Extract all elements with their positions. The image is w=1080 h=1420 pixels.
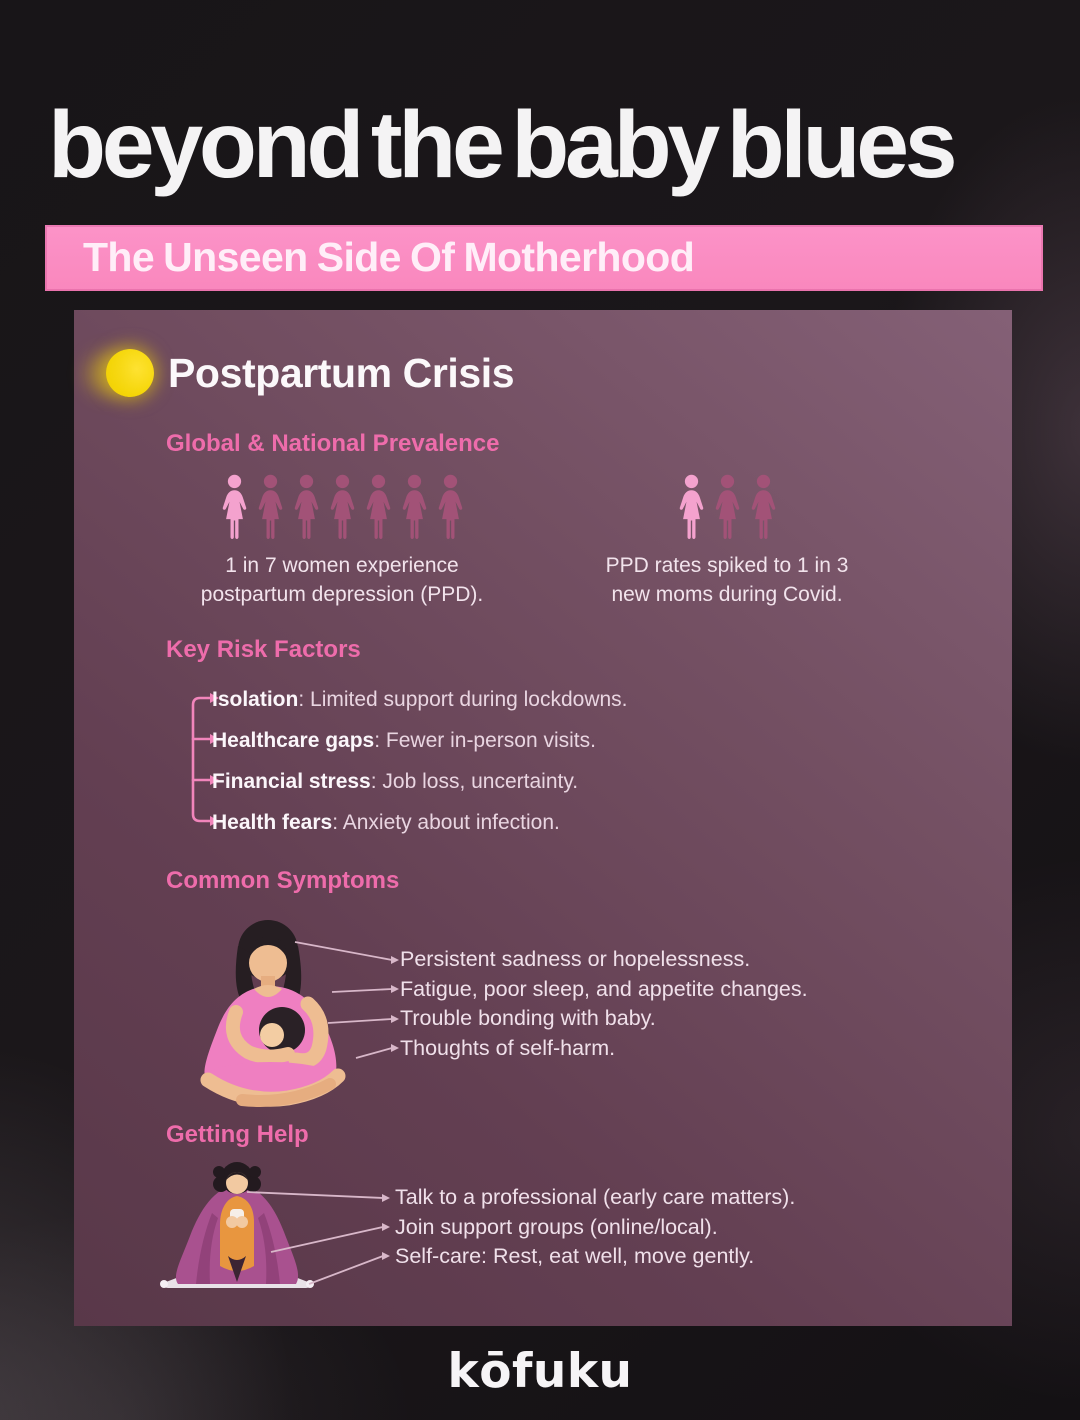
risk-factor-item [212,727,852,755]
help-list [395,1183,915,1272]
woman-icon [327,474,358,542]
symptom-callout-lines [280,930,410,1070]
stat-caption-line: 1 in 7 women experience [225,554,459,577]
woman-icon [219,474,250,542]
help-item: Join support groups (online/local). [395,1214,718,1239]
risk-factor-text: : Job loss, uncertainty. [370,770,579,793]
stat-caption-line: PPD rates spiked to 1 in 3 [605,554,849,577]
women-icon-row [588,474,866,542]
risk-factor-label: Financial stress [212,770,371,793]
risk-factor-label: Healthcare gaps [212,729,375,752]
help-heading: Getting Help [166,1121,309,1148]
risk-factor-item [212,768,852,796]
symptom-item: Persistent sadness or hopelessness. [400,947,751,971]
help-item: Talk to a professional (early care matters). [395,1185,796,1209]
symptom-item: Thoughts of self-harm. [400,1035,616,1060]
stat-1-in-7 [180,474,504,609]
yellow-dot-icon [106,349,154,397]
help-item: Self-care: Rest, eat well, move gently. [395,1244,755,1268]
risk-factor-list [212,686,852,850]
stat-caption [588,551,866,609]
prevalence-heading: Global & National Prevalence [166,430,500,457]
risk-factor-text: : Anxiety about infection. [332,811,560,834]
women-icon-row [180,474,504,542]
risk-factor-item [212,809,852,837]
risk-factor-text: : Fewer in-person visits. [374,729,596,752]
woman-icon [712,474,743,542]
subtitle-text: The Unseen Side Of Motherhood [83,234,695,280]
risk-factor-label: Isolation [212,688,299,711]
risk-factor-text: : Limited support during lockdowns. [298,688,628,711]
symptoms-heading: Common Symptoms [166,867,400,894]
stat-1-in-3 [588,474,866,609]
woman-icon [291,474,322,542]
woman-icon [435,474,466,542]
brand-logo: kōfuku [447,1344,633,1399]
woman-icon [399,474,430,542]
risk-factor-label: Health fears [212,811,333,834]
help-callout-lines [235,1180,400,1295]
risk-factor-item [212,686,852,714]
symptom-list [400,945,920,1063]
woman-icon [676,474,707,542]
subtitle-banner [45,225,1043,291]
stat-caption [180,551,504,609]
symptom-item: Trouble bonding with baby. [400,1006,656,1030]
woman-icon [255,474,286,542]
woman-icon [748,474,779,542]
stat-caption-line: postpartum depression (PPD). [200,583,484,606]
card-heading: Postpartum Crisis [168,350,515,396]
woman-icon [363,474,394,542]
stat-caption-line: new moms during Covid. [611,583,843,606]
symptom-item: Fatigue, poor sleep, and appetite changes. [400,976,808,1001]
risk-heading: Key Risk Factors [166,636,361,663]
page-title: beyond the baby blues [48,92,954,198]
